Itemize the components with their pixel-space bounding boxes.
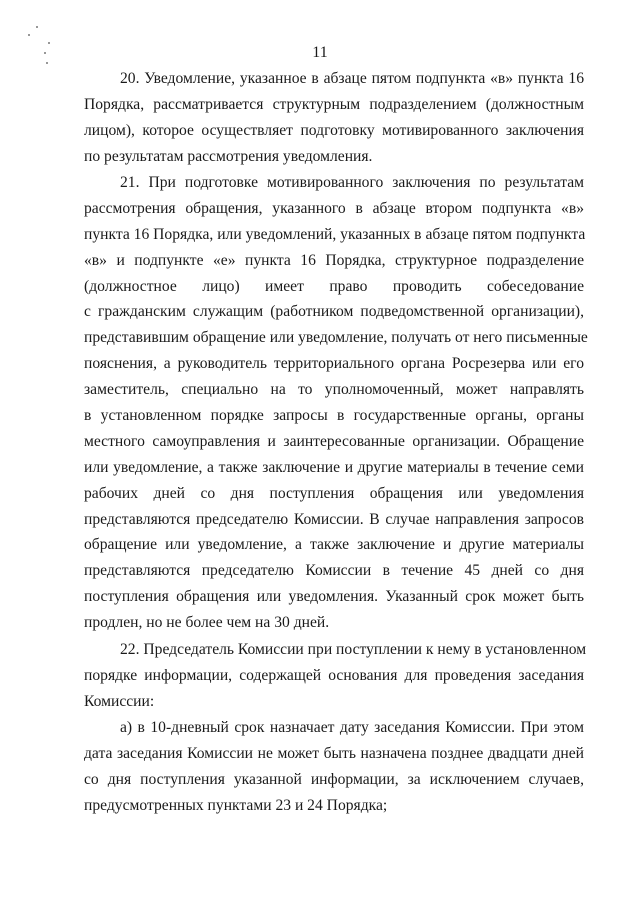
text-line: 21. При подготовке мотивированного заключения по результатам [120, 174, 584, 191]
text-line: пункта 16 Порядка, или уведомлений, указанных в абзаце пятом подпункта [84, 225, 586, 243]
text-line: представляются председателю Комиссии. В случае направления запросов [84, 510, 584, 528]
text-line: 22. Председатель Комиссии при поступлении к нему в установленном [120, 641, 587, 658]
paragraph-22a [84, 715, 584, 819]
text-line: лицом), которое осуществляет подготовку мотивированного заключения [84, 121, 584, 139]
text-line: в установленном порядке запросы в государственные органы, органы [84, 407, 584, 425]
text-line: «в» и подпункте «е» пункта 16 Порядка, структурное подразделение [84, 251, 584, 269]
text-line: представившим обращение или уведомление, получать от него письменные [84, 329, 588, 347]
text-line: заместитель, специально на то уполномоченный, может направлять [84, 381, 584, 399]
text-line: или уведомление, а также заключение и другие материалы в течение семи [84, 458, 584, 476]
text-line: Комиссии: [84, 692, 155, 710]
text-line: дата заседания Комиссии не может быть назначена позднее двадцати дней [84, 744, 584, 762]
text-line: местного самоуправления и заинтересованные организации. Обращение [84, 432, 584, 450]
text-line: обращение или уведомление, а также заключение и другие материалы [84, 536, 584, 554]
text-line: (должностное лицо) имеет право проводить собеседование [84, 277, 584, 295]
page-number: 11 [312, 44, 328, 61]
text-line: рассмотрения обращения, указанного в абзаце втором подпункта «в» [84, 199, 584, 217]
text-line: по результатам рассмотрения уведомления. [84, 147, 373, 165]
text-line: с гражданским служащим (работником подведомственной организации), [84, 303, 584, 321]
text-line: представляются председателю Комиссии в течение 45 дней со дня [84, 562, 584, 580]
paragraph-21 [84, 170, 588, 636]
text-line: порядке информации, содержащей основания для проведения заседания [84, 666, 584, 684]
text-line: поступления обращения или уведомления. Указанный срок может быть [84, 588, 584, 606]
paragraph-20 [84, 66, 584, 170]
paragraph-22 [84, 637, 587, 715]
text-line: Порядка, рассматривается структурным подразделением (должностным [84, 95, 584, 113]
text-line: 20. Уведомление, указанное в абзаце пятом подпункта «в» пункта 16 [120, 70, 584, 87]
text-line: а) в 10-дневный срок назначает дату заседания Комиссии. При этом [120, 719, 584, 736]
text-line: со дня поступления указанной информации, за исключением случаев, [84, 770, 584, 788]
text-line: рабочих дней со дня поступления обращения или уведомления [84, 484, 584, 502]
text-line: предусмотренных пунктами 23 и 24 Порядка; [84, 796, 388, 814]
text-line: пояснения, а руководитель территориального органа Росрезерва или его [84, 355, 584, 373]
text-line: продлен, но не более чем на 30 дней. [84, 614, 330, 632]
